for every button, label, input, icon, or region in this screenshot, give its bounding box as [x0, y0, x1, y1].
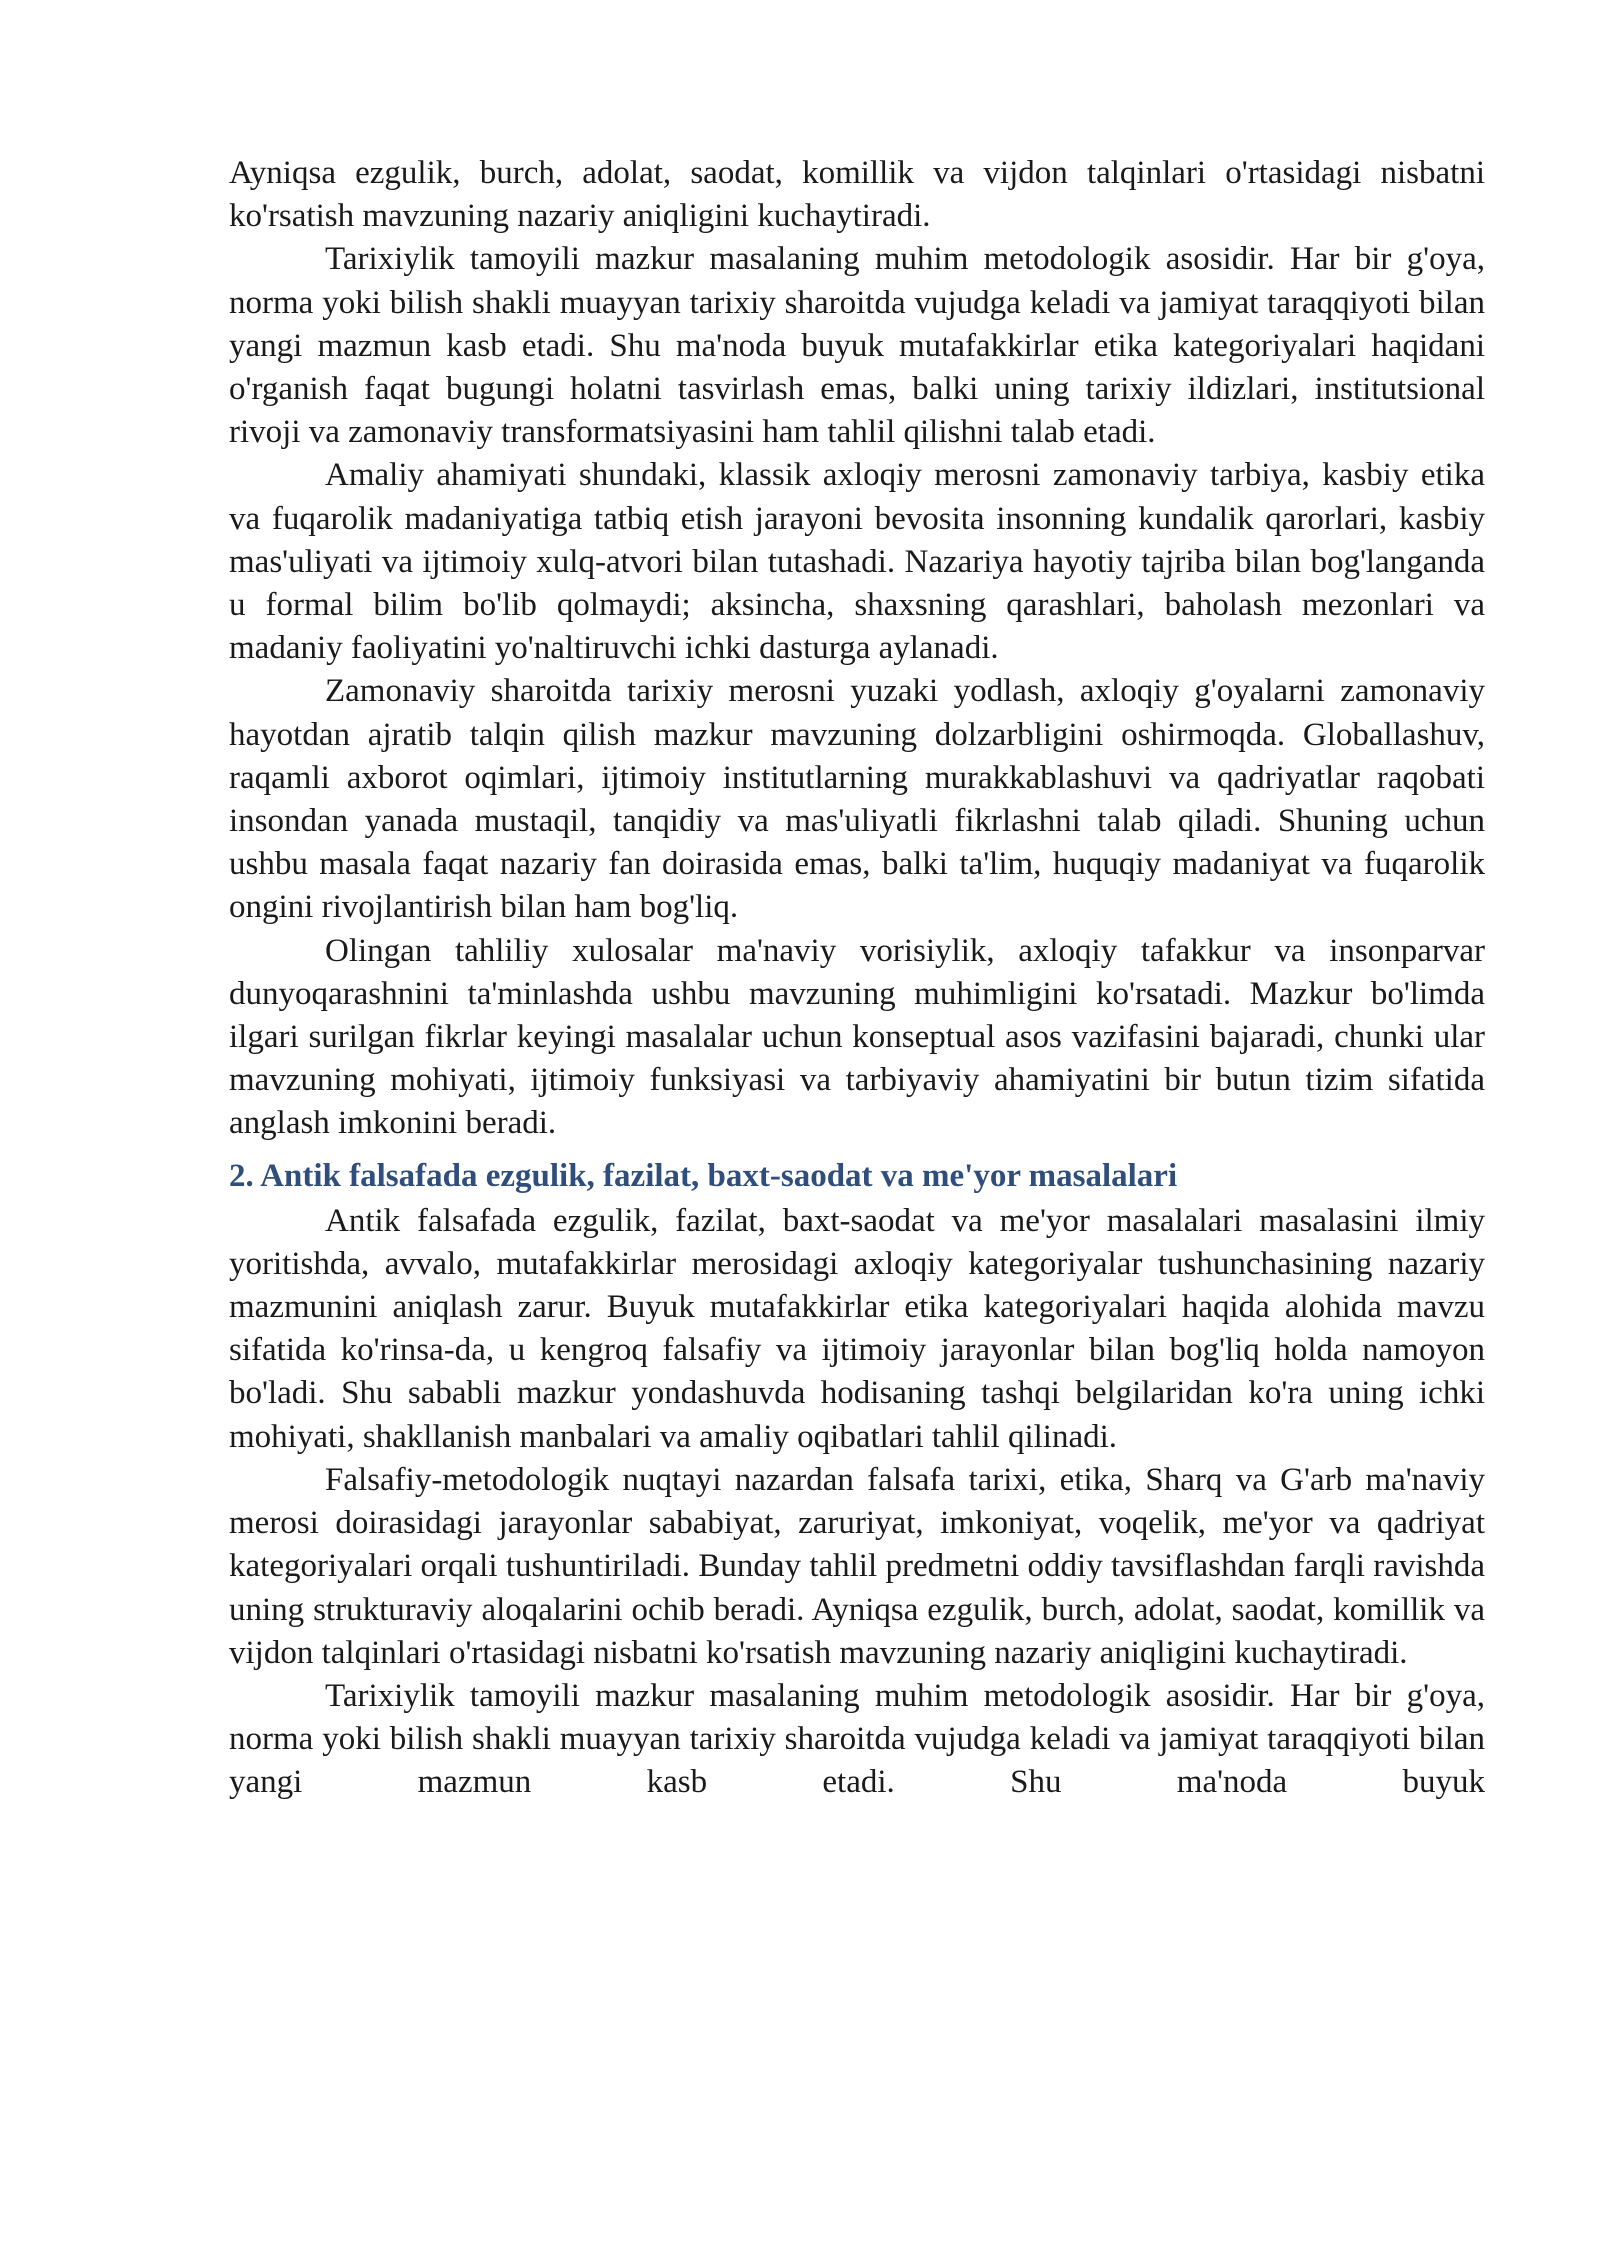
paragraph: Amaliy ahamiyati shundaki, klassik axloqiy merosni zamonaviy tarbiya, kasbiy etika va fuqarolik madaniyatiga tatbiq etish jarayoni bevosita insonning kundalik qarorlari, kasbiy mas'uliyati va ijtimoiy xulq-atvori bilan tutashadi. Nazariya hayotiy tajriba bilan bog'langanda u formal bilim bo'lib qolmaydi; aksincha, shaxsning qarashlari, baholash mezonlari va madaniy faoliyatini yo'naltiruvchi ichki dasturga aylanadi.: [229, 457, 1485, 667]
paragraph: Antik falsafada ezgulik, fazilat, baxt-saodat va me'yor masalalari masalasini ilmiy yoritishda, avvalo, mutafakkirlar merosidagi axloqiy kategoriyalar tushunchasining nazariy mazmunini aniqlash zarur. Buyuk mutafakkirlar etika kategoriyalari haqida alohida mavzu sifatida ko'rinsa-da, u kengroq falsafiy va ijtimoiy jarayonlar bilan bog'liq holda namoyon bo'ladi. Shu sababli mazkur yondashuvda hodisaning tashqi belgilaridan ko'ra uning ichki mohiyati, shakllanish manbalari va amaliy oqibatlari tahlil qilinadi.: [229, 1202, 1485, 1455]
section-heading: 2. Antik falsafada ezgulik, fazilat, baxt-saodat va me'yor masalalari: [229, 1157, 1178, 1194]
paragraph: Ayniqsa ezgulik, burch, adolat, saodat, komillik va vijdon talqinlari o'rtasidagi nisbatni ko'rsatish mavzuning nazariy aniqligini kuchaytiradi.: [229, 155, 1485, 235]
paragraph: Falsafiy-metodologik nuqtayi nazardan falsafa tarixi, etika, Sharq va G'arb ma'naviy merosi doirasidagi jarayonlar sababiyat, zaruriyat, imkoniyat, voqelik, me'yor va qadriyat kategoriyalari orqali tushuntiriladi. Bunday tahlil predmetni oddiy tavsiflashdan farqli ravishda uning strukturaviy aloqalarini ochib beradi. Ayniqsa ezgulik, burch, adolat, saodat, komillik va vijdon talqinlari o'rtasidagi nisbatni ko'rsatish mavzuning nazariy aniqligini kuchaytiradi.: [229, 1461, 1485, 1671]
paragraph: Zamonaviy sharoitda tarixiy merosni yuzaki yodlash, axloqiy g'oyalarni zamonaviy hayotdan ajratib talqin qilish mazkur mavzuning dolzarbligini oshirmoqda. Globallashuv, raqamli axborot oqimlari, ijtimoiy institutlarning murakkablashuvi va qadriyatlar raqobati insondan yanada mustaqil, tanqidiy va mas'uliyatli fikrlashni talab qiladi. Shuning uchun ushbu masala faqat nazariy fan doirasida emas, balki ta'lim, huquqiy madaniyat va fuqarolik ongini rivojlantirish bilan ham bog'liq.: [229, 673, 1485, 926]
paragraph: Tarixiylik tamoyili mazkur masalaning muhim metodologik asosidir. Har bir g'oya, norma yoki bilish shakli muayyan tarixiy sharoitda vujudga keladi va jamiyat taraqqiyoti bilan yangi mazmun kasb etadi. Shu ma'noda buyuk mutafakkirlar etika kategoriyalari haqidani o'rganish faqat bugungi holatni tasvirlash emas, balki uning tarixiy ildizlari, institutsional rivoji va zamonaviy transformatsiyasini ham tahlil qilishni talab etadi.: [229, 241, 1485, 451]
paragraph: Tarixiylik tamoyili mazkur masalaning muhim metodologik asosidir. Har bir g'oya, norma yoki bilish shakli muayyan tarixiy sharoitda vujudga keladi va jamiyat taraqqiyoti bilan yangi mazmun kasb etadi. Shu ma'noda buyuk: [229, 1677, 1485, 1801]
document-page: [229, 152, 1485, 1805]
paragraph: Olingan tahliliy xulosalar ma'naviy vorisiylik, axloqiy tafakkur va insonparvar dunyoqarashnini ta'minlashda ushbu mavzuning muhimligini ko'rsatadi. Mazkur bo'limda ilgari surilgan fikrlar keyingi masalalar uchun konseptual asos vazifasini bajaradi, chunki ular mavzuning mohiyati, ijtimoiy funksiyasi va tarbiyaviy ahamiyatini bir butun tizim sifatida anglash imkonini beradi.: [229, 932, 1485, 1142]
